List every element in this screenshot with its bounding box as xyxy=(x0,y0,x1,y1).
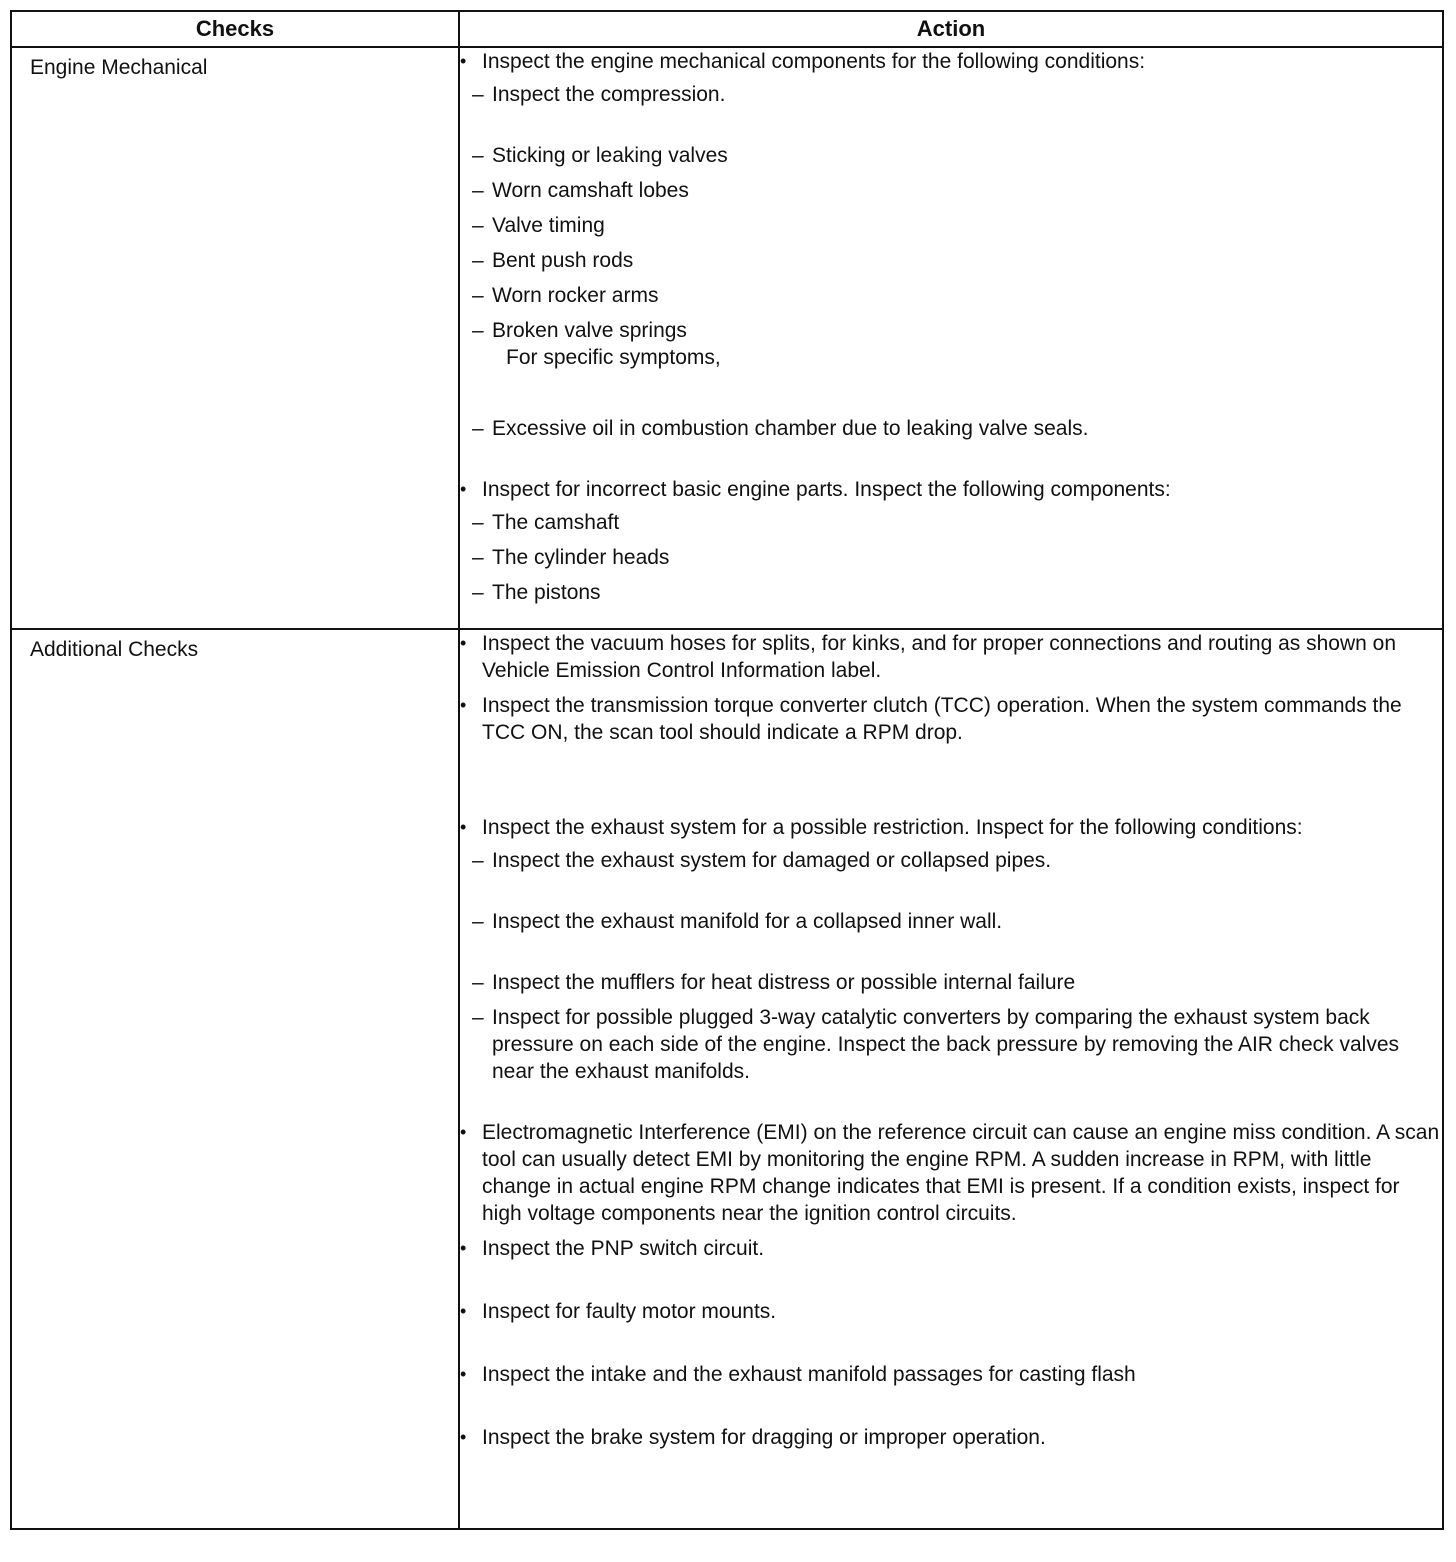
bullet-text: Inspect the brake system for dragging or improper operation. xyxy=(482,1426,1046,1449)
additional-checks-label: Additional Checks xyxy=(30,638,199,661)
bullet-text: Inspect for incorrect basic engine parts. Inspect the following components: xyxy=(482,478,1171,501)
sub-item-text: Excessive oil in combustion chamber due to leaking valve seals. xyxy=(492,417,1089,440)
action-cell xyxy=(459,47,1443,629)
dash-icon: – xyxy=(472,179,484,202)
dash-icon: – xyxy=(472,249,484,272)
bullet-icon: • xyxy=(460,695,467,715)
bullet-text: Inspect the intake and the exhaust manifold passages for casting flash xyxy=(482,1363,1136,1386)
bullet-text: Inspect for faulty motor mounts. xyxy=(482,1300,777,1323)
bullet-item xyxy=(460,1424,1442,1451)
sub-item-text: Sticking or leaking valves xyxy=(492,144,728,167)
sub-item-text: Broken valve springs xyxy=(492,319,687,342)
bullet-text: Electromagnetic Interference (EMI) on the reference circuit can cause an engine miss condition. A scan tool can usually detect EMI by monitoring the engine RPM. A sudden increase in RPM, with little change in actual engine RPM change indicates that EMI is present. If a condition exists, inspect for high voltage components near the ignition control circuits. xyxy=(482,1121,1440,1225)
bullet-item xyxy=(460,476,1442,503)
dash-icon: – xyxy=(472,214,484,237)
sub-item-text: The pistons xyxy=(492,581,601,604)
bullet-item xyxy=(460,1235,1442,1262)
bullet-icon: • xyxy=(460,1427,467,1447)
sub-item xyxy=(472,282,1442,309)
dash-icon: – xyxy=(472,1006,484,1029)
bullet-icon: • xyxy=(460,1122,467,1142)
checks-column-header: Checks xyxy=(11,11,459,47)
bullet-item xyxy=(460,1119,1442,1227)
sub-item-text: Worn rocker arms xyxy=(492,284,659,307)
bullet-icon: • xyxy=(460,633,467,653)
sub-item-text: Bent push rods xyxy=(492,249,634,272)
dash-icon: – xyxy=(472,417,484,440)
action-cell xyxy=(459,629,1443,1529)
sub-item-text: The camshaft xyxy=(492,511,620,534)
bullet-icon: • xyxy=(460,817,467,837)
dash-icon: – xyxy=(472,971,484,994)
dash-icon: – xyxy=(472,849,484,872)
bullet-text: Inspect the PNP switch circuit. xyxy=(482,1237,765,1260)
bullet-icon: • xyxy=(460,1364,467,1384)
bullet-text: Inspect the vacuum hoses for splits, for kinks, and for proper connections and routing as shown on Vehicle Emission Control Information label. xyxy=(482,632,1397,682)
diagnostic-table xyxy=(10,10,1444,1530)
dash-icon: – xyxy=(472,546,484,569)
sub-item xyxy=(472,142,1442,169)
dash-icon: – xyxy=(472,581,484,604)
sub-item xyxy=(472,81,1442,108)
bullet-item xyxy=(460,1298,1442,1325)
engine-mechanical-label: Engine Mechanical xyxy=(30,56,208,79)
bullet-item xyxy=(460,48,1442,75)
sub-item-text: Valve timing xyxy=(492,214,605,237)
dash-icon: – xyxy=(472,910,484,933)
checks-cell xyxy=(11,629,459,1529)
table-row-additional-checks xyxy=(11,629,1443,1529)
bullet-item xyxy=(460,814,1442,841)
sub-item xyxy=(472,847,1442,874)
bullet-icon: • xyxy=(460,479,467,499)
note-text: For specific symptoms, xyxy=(506,346,721,369)
sub-item-text: Inspect the exhaust system for damaged or collapsed pipes. xyxy=(492,849,1052,872)
sub-item-text: Worn camshaft lobes xyxy=(492,179,689,202)
sub-item xyxy=(472,247,1442,274)
sub-list xyxy=(460,509,1442,606)
bullet-icon: • xyxy=(460,1238,467,1258)
sub-item xyxy=(472,317,1442,344)
dash-icon: – xyxy=(472,511,484,534)
sub-item-text: Inspect the compression. xyxy=(492,83,726,106)
table-header-row xyxy=(11,11,1443,47)
sub-item xyxy=(472,509,1442,536)
sub-item-text: Inspect for possible plugged 3-way catalytic converters by comparing the exhaust system back pressure on each side of the engine. Inspect the back pressure by removing the AIR check valves near the exhaust manifolds. xyxy=(492,1006,1400,1083)
table-row-engine-mechanical xyxy=(11,47,1443,629)
bullet-item xyxy=(460,1361,1442,1388)
bullet-text: Inspect the exhaust system for a possible restriction. Inspect for the following conditions: xyxy=(482,816,1303,839)
bullet-text: Inspect the engine mechanical components for the following conditions: xyxy=(482,50,1146,73)
sub-item xyxy=(472,579,1442,606)
sub-item-text: Inspect the mufflers for heat distress or possible internal failure xyxy=(492,971,1076,994)
bullet-icon: • xyxy=(460,51,467,71)
sub-item xyxy=(472,544,1442,571)
dash-icon: – xyxy=(472,144,484,167)
action-column-header: Action xyxy=(459,11,1443,47)
sub-item-text: Inspect the exhaust manifold for a collapsed inner wall. xyxy=(492,910,1003,933)
dash-icon: – xyxy=(472,284,484,307)
sub-item xyxy=(472,908,1442,935)
sub-list xyxy=(460,81,1442,442)
sub-item xyxy=(472,1004,1442,1085)
bullet-text: Inspect the transmission torque converter clutch (TCC) operation. When the system commands the TCC ON, the scan tool should indicate a RPM drop. xyxy=(482,694,1402,744)
bullet-item xyxy=(460,630,1442,684)
sub-item xyxy=(472,212,1442,239)
sub-item xyxy=(472,415,1442,442)
sub-item-text: The cylinder heads xyxy=(492,546,670,569)
checks-cell xyxy=(11,47,459,629)
bullet-icon: • xyxy=(460,1301,467,1321)
bullet-item xyxy=(460,692,1442,746)
dash-icon: – xyxy=(472,319,484,342)
dash-icon: – xyxy=(472,83,484,106)
sub-item xyxy=(472,969,1442,996)
sub-list xyxy=(460,847,1442,1085)
sub-item xyxy=(472,177,1442,204)
